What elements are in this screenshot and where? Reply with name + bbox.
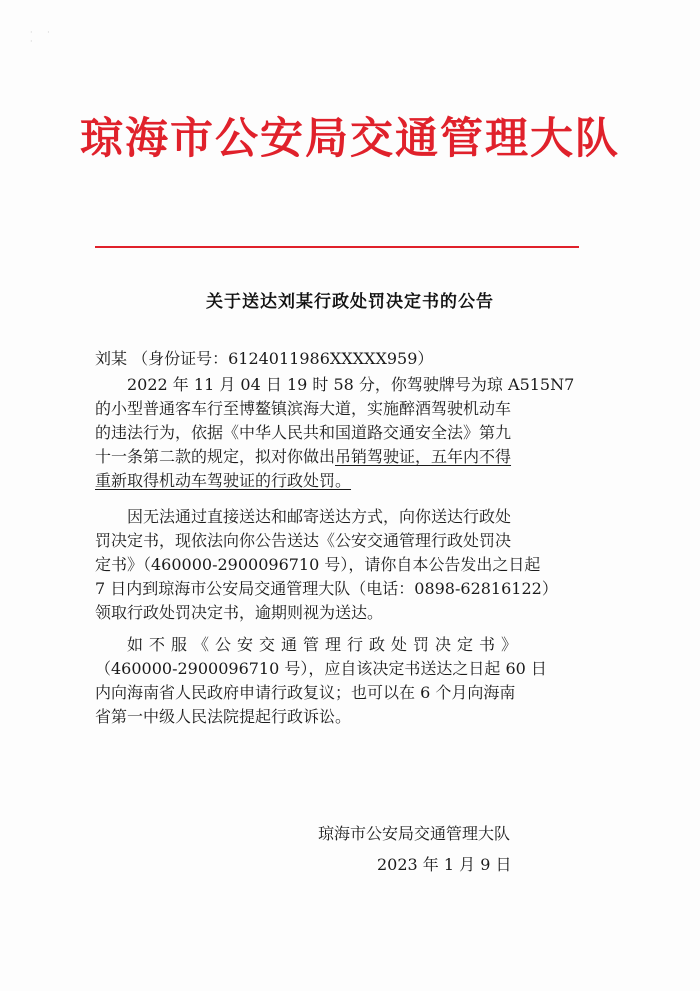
paragraph-line: 2022 年 11 月 04 日 19 时 58 分，你驾驶牌号为琼 A515N7 [127,375,575,394]
paragraph-line: 的小型普通客车行至博鳌镇滨海大道，实施醉酒驾驶机动车 [95,399,512,418]
paragraph-line: 7 日内到琼海市公安局交通管理大队（电话：0898-62816122） [95,579,558,598]
paragraph-line: 因无法通过直接送达和邮寄送达方式，向你送达行政处 [127,507,512,526]
paragraph-line: 罚决定书，现依法向你公告送达《公安交通管理行政处罚决 [95,531,512,550]
issue-date: 2023 年 1 月 9 日 [377,855,512,874]
paragraph-line: 内向海南省人民政府申请行政复议；也可以在 6 个月向海南 [95,683,516,702]
paragraph-line: 如不服《公安交通管理行政处罚决定书》 [127,635,524,654]
paragraph-service [95,505,585,625]
paragraph-line-text: 十一条第二款的规定，拟对你做出 [95,447,336,466]
penalty-underlined-text-continued: 重新取得机动车驾驶证的行政处罚。 [95,471,352,490]
addressee-text: 刘某 （身份证号：6124011986XXXXX959） [95,349,434,368]
paragraph-appeal [95,633,585,729]
paragraph-line: 领取行政处罚决定书，逾期则视为送达。 [95,603,384,622]
paragraph-line: （460000-2900096710 号），应自该决定书送达之日起 60 日 [95,659,547,678]
paragraph-line: 的违法行为，依据《中华人民共和国道路交通安全法》第九 [95,423,512,442]
red-divider-line [95,246,579,248]
penalty-underlined-text: 吊销驾驶证，五年内不得 [335,447,512,466]
paragraph-violation [95,373,585,493]
paragraph-line: 定书》（460000-2900096710 号），请你自本公告发出之日起 [95,555,541,574]
scan-artifact: · · · [30,28,56,46]
addressee-line [95,347,585,371]
paragraph-line [95,469,585,493]
issuer-signature: 琼海市公安局交通管理大队 [318,824,511,843]
notice-title: 关于送达刘某行政处罚决定书的公告 [206,292,494,312]
agency-header: 琼海市公安局交通管理大队 [80,114,620,164]
paragraph-line: 省第一中级人民法院提起行政诉讼。 [95,707,352,726]
paragraph-line [95,445,585,469]
